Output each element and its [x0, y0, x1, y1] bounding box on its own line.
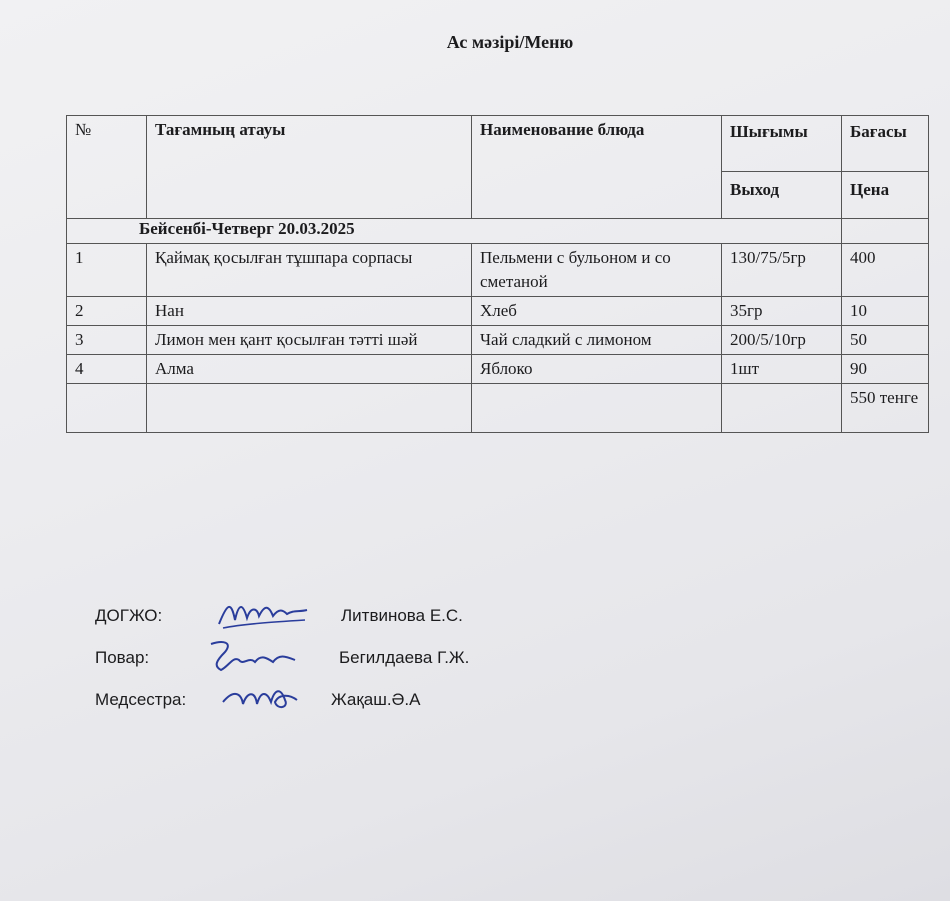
table-row: [67, 355, 929, 384]
day-empty-cell: [842, 219, 929, 244]
handwritten-signature: [213, 594, 313, 634]
row-yield: 1шт: [722, 355, 842, 384]
row-price: 90: [842, 355, 929, 384]
handwritten-signature: [217, 678, 317, 718]
header-num: №: [67, 116, 147, 219]
row-name-ru: Чай сладкий с лимоном: [472, 326, 722, 355]
header-name-kz: Тағамның атауы: [147, 116, 472, 219]
signature-name: Литвинова Е.С.: [341, 606, 463, 625]
day-label: Бейсенбі-Четверг 20.03.2025: [67, 219, 842, 244]
header-yield-ru: Выход: [722, 172, 842, 219]
handwritten-signature: [203, 636, 303, 676]
signature-role: Медсестра:: [95, 690, 187, 709]
signature-role: Повар:: [95, 648, 150, 667]
row-yield: 130/75/5гр: [722, 244, 842, 297]
row-name-ru: Пельмени с бульоном и со сметаной: [472, 244, 722, 297]
row-name-ru: Яблоко: [472, 355, 722, 384]
row-price: 400: [842, 244, 929, 297]
signature-name: Жақаш.Ә.А: [331, 690, 421, 709]
table-row: [67, 297, 929, 326]
table-row: [67, 326, 929, 355]
row-num: 1: [67, 244, 147, 297]
signature-role: ДОГЖО:: [95, 606, 163, 625]
total-empty-cell: [472, 384, 722, 433]
total-empty-cell: [67, 384, 147, 433]
row-price: 50: [842, 326, 929, 355]
menu-table: [66, 115, 929, 433]
page-title: Ас мәзірі/Меню: [446, 32, 574, 52]
row-name-kz: Алма: [147, 355, 472, 384]
row-name-ru: Хлеб: [472, 297, 722, 326]
header-price-kz: Бағасы: [842, 116, 929, 172]
row-num: 2: [67, 297, 147, 326]
row-name-kz: Лимон мен қант қосылған тәтті шәй: [147, 326, 472, 355]
row-num: 4: [67, 355, 147, 384]
signature-name: Бегилдаева Г.Ж.: [339, 648, 470, 667]
row-name-kz: Нан: [147, 297, 472, 326]
day-row: [67, 219, 929, 244]
total-empty-cell: [147, 384, 472, 433]
total-empty-cell: [722, 384, 842, 433]
row-yield: 35гр: [722, 297, 842, 326]
total-price: 550 тенге: [842, 384, 929, 433]
table-row: [67, 244, 929, 297]
header-row: [67, 116, 929, 172]
header-name-ru: Наименование блюда: [472, 116, 722, 219]
header-yield-kz: Шығымы: [722, 116, 842, 172]
row-num: 3: [67, 326, 147, 355]
total-row: [67, 384, 929, 433]
row-price: 10: [842, 297, 929, 326]
row-name-kz: Қаймақ қосылған тұшпара сорпасы: [147, 244, 472, 297]
header-price-ru: Цена: [842, 172, 929, 219]
row-yield: 200/5/10гр: [722, 326, 842, 355]
